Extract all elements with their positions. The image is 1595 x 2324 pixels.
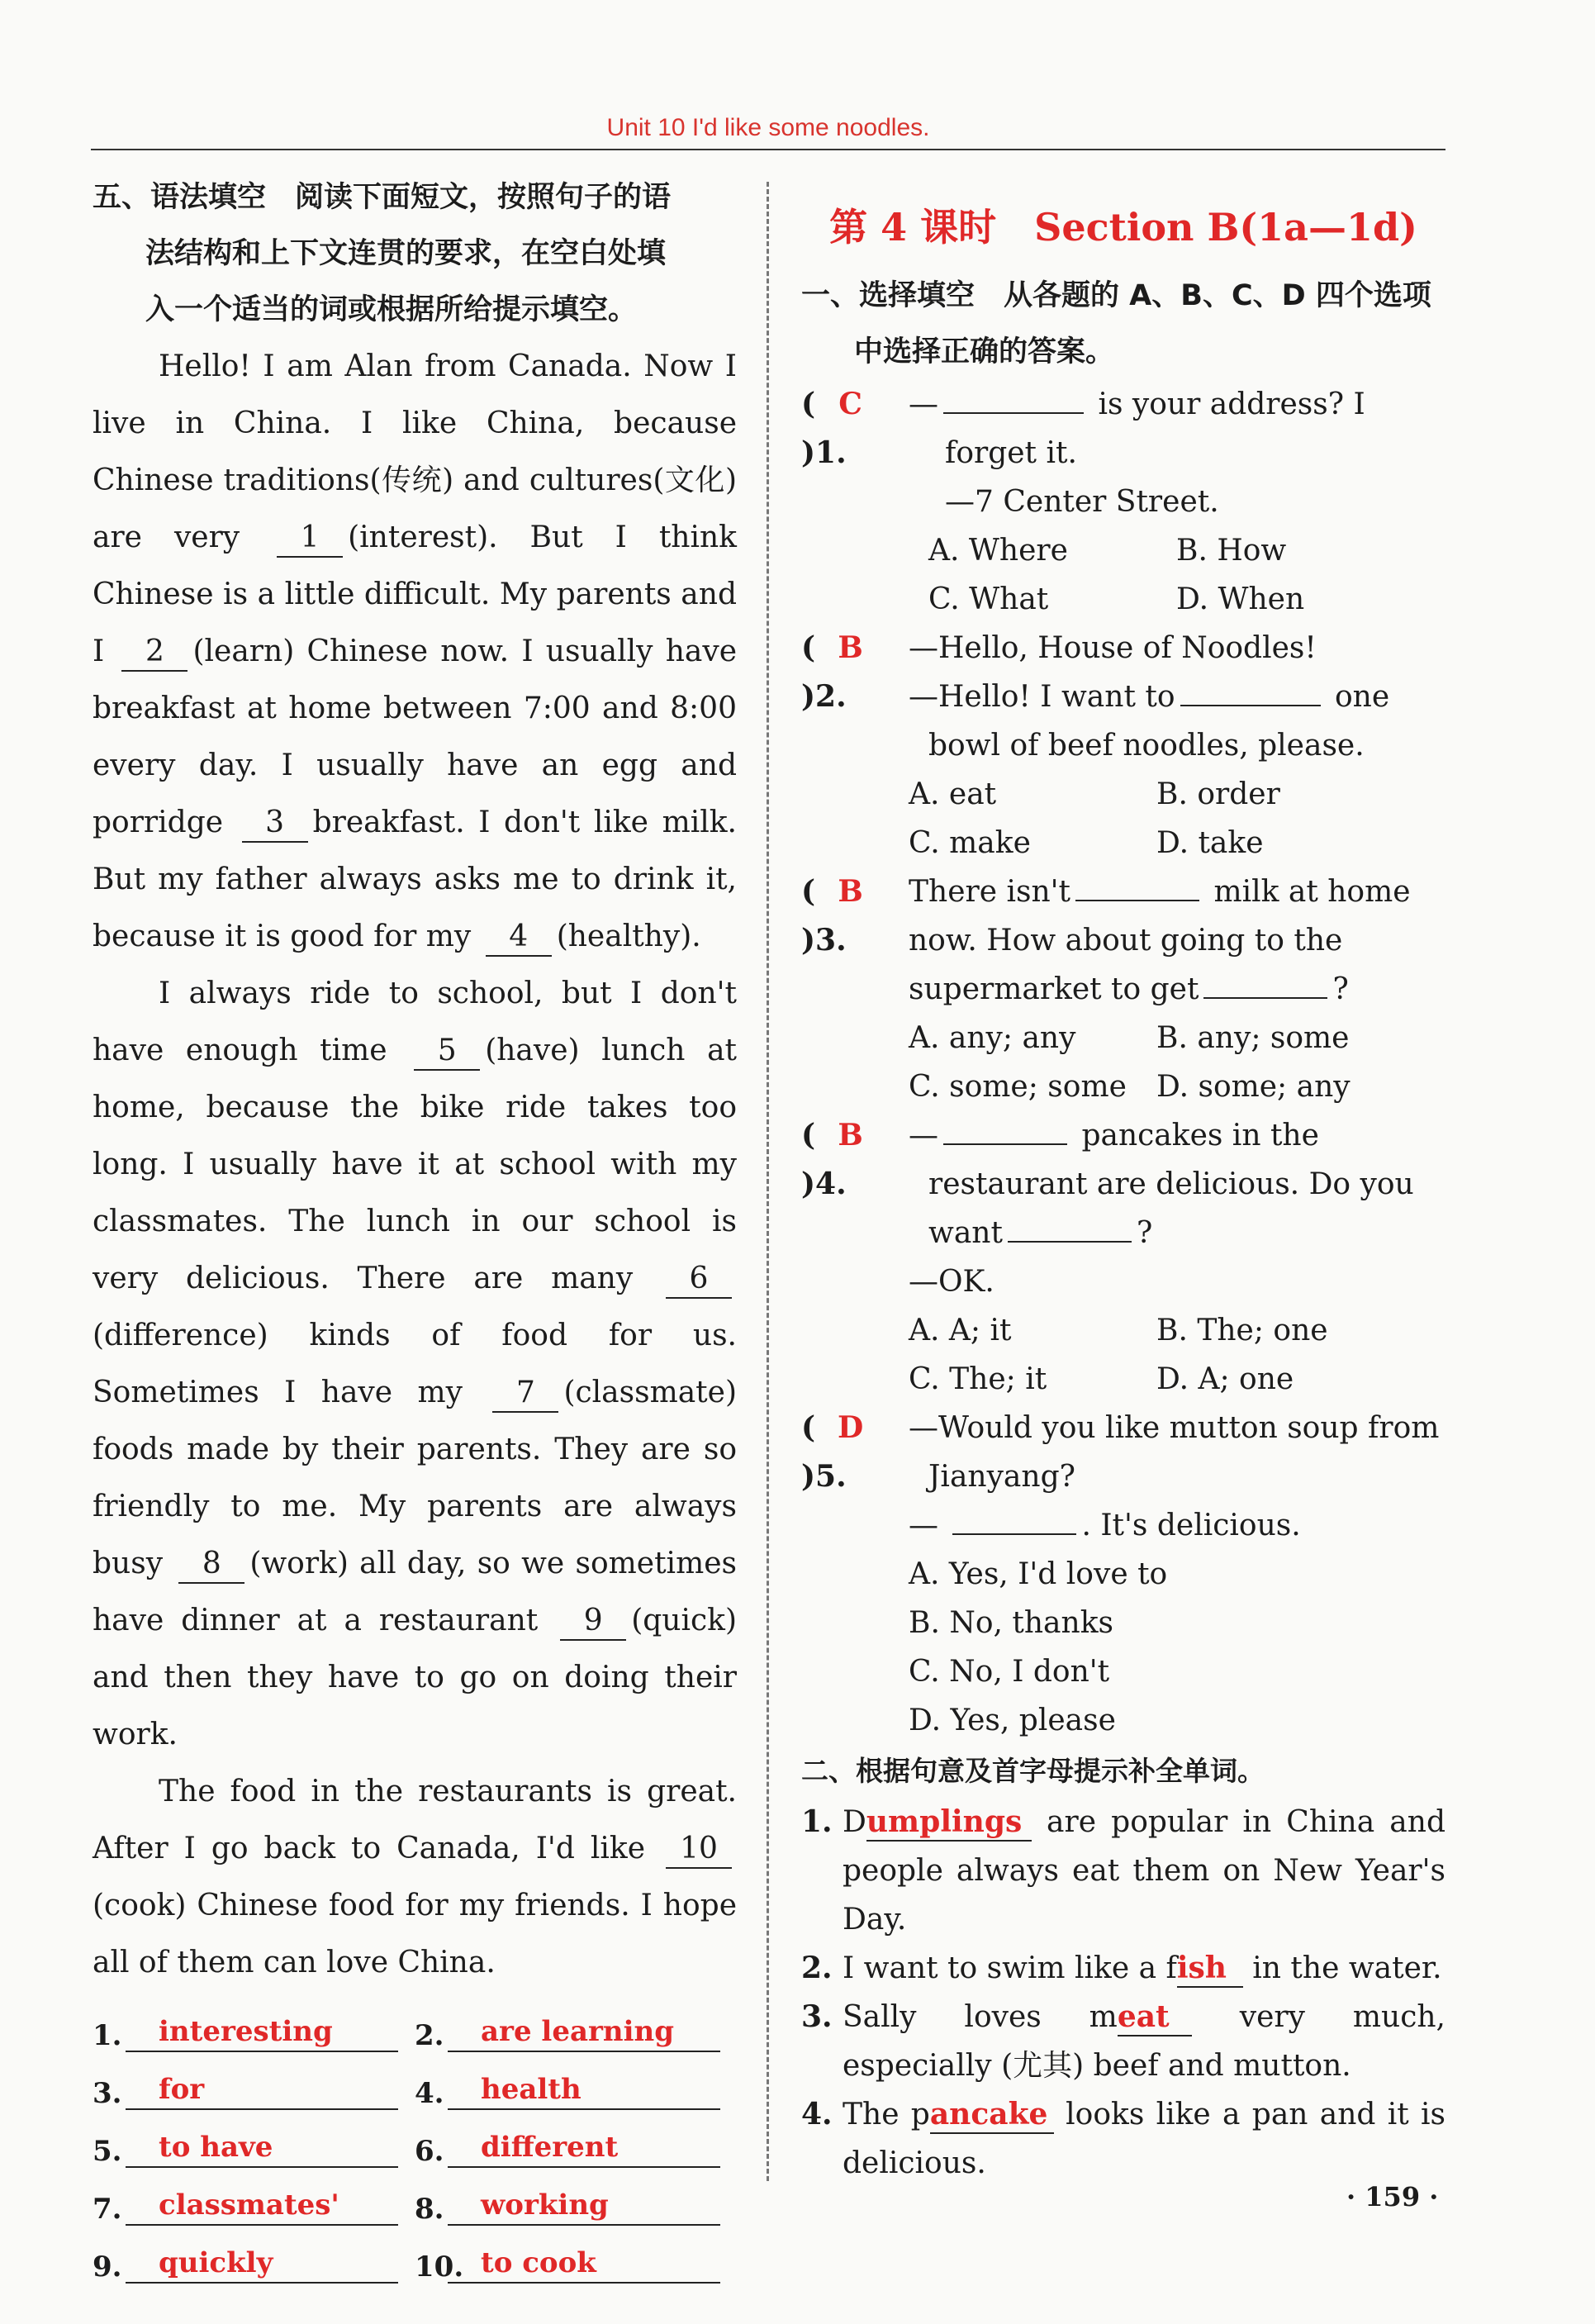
option-b[interactable]: B. How — [1176, 534, 1287, 568]
blank-6[interactable]: 6 — [666, 1261, 732, 1299]
right-column — [801, 190, 1445, 2188]
question-4: ( B)4. — pancakes in the restaurant are delicious. Do you want ? —OK. A. A; it B. The; one C. The; it D. A; one — [801, 1111, 1445, 1404]
blank-9[interactable]: 9 — [560, 1603, 626, 1641]
fill-item-3: 3. Sally loves meat very much, especially (尤其) beef and mutton. — [801, 1999, 1445, 2083]
q5-blank[interactable] — [952, 1533, 1076, 1535]
page-number: · 159 · — [1346, 2181, 1439, 2212]
running-header: Unit 10 I'd like some noodles. — [606, 114, 930, 141]
answer-3[interactable]: for — [126, 2070, 398, 2110]
answer-7[interactable]: classmates' — [126, 2186, 398, 2226]
fill-section-title: 二、根据句意及首字母提示补全单词。 — [801, 1755, 1265, 1787]
q2-blank[interactable] — [1180, 705, 1321, 706]
answer-choice[interactable]: B — [838, 874, 863, 909]
blank-2[interactable]: 2 — [121, 634, 188, 672]
passage-paragraph-1: Hello! I am Alan from Canada. Now I live in China. I like China, because Chinese traditions(传统) and cultures(文化) are very 1 (interest). But I think Chinese is a little difficult. My parents and I 2 (learn) Chinese now. I usually have breakfast at home between 7:00 and 8:00 every day. I usually have an egg and porridge 3 breakfast. I don't like milk. But my father always asks me to drink it, because it is good for my 4 (healthy). — [93, 338, 737, 965]
option-c[interactable]: C. What — [928, 582, 1049, 616]
answer-grid: 1. interesting 2. are learning 3. for 4. health 5. to have 6. different 7. classmates' 8. working 9. quickly 10. to cook — [93, 1994, 737, 2284]
option-c[interactable]: C. No, I don't — [909, 1655, 1110, 1689]
answer-5[interactable]: to have — [126, 2128, 398, 2168]
q4-blank-1[interactable] — [943, 1143, 1067, 1145]
option-b[interactable]: B. order — [1156, 777, 1280, 811]
question-5: ( D)5. —Would you like mutton soup from Jianyang? — . It's delicious. A. Yes, I'd love to B. No, thanks C. No, I don't D. Yes, please — [801, 1404, 1445, 1745]
passage-paragraph-3: The food in the restaurants is great. After I go back to Canada, I'd like 10(cook) Chinese food for my friends. I hope all of them can love China. — [93, 1775, 737, 1979]
option-a[interactable]: A. Where — [928, 534, 1068, 568]
fill-item-4: 4. The pancake looks like a pan and it is delicious. — [801, 2097, 1445, 2180]
option-a[interactable]: A. eat — [909, 777, 997, 811]
answer-6[interactable]: different — [448, 2128, 720, 2168]
q3-blank-1[interactable] — [1075, 900, 1199, 901]
option-c[interactable]: C. The; it — [909, 1362, 1047, 1396]
option-d[interactable]: D. Yes, please — [909, 1704, 1116, 1737]
answer-2[interactable]: are learning — [448, 2013, 720, 2052]
answer-choice[interactable]: B — [838, 630, 863, 665]
answer-choice[interactable]: B — [838, 1118, 863, 1152]
option-a[interactable]: A. Yes, I'd love to — [909, 1557, 1168, 1591]
fill-answer-2[interactable]: ish — [1177, 1950, 1243, 1988]
answer-4[interactable]: health — [448, 2070, 720, 2110]
section-5-title: 五、语法填空 阅读下面短文，按照句子的语 法结构和上下文连贯的要求，在空白处填 入一个适当的词或根据所给提示填空。 — [93, 181, 672, 326]
option-d[interactable]: D. A; one — [1156, 1362, 1294, 1396]
fill-item-2: 2. I want to swim like a fish in the water. — [801, 1944, 1445, 1993]
lesson-title: 第 4 课时 Section B(1a—1d) — [829, 205, 1417, 250]
answer-choice[interactable]: C — [838, 387, 862, 421]
q4-blank-2[interactable] — [1008, 1241, 1132, 1243]
fill-answer-3[interactable]: eat — [1118, 1998, 1192, 2036]
question-1: ( C)1. — is your address? I forget it. —7 Center Street. A. Where B. How C. What D. When — [801, 380, 1445, 624]
passage-paragraph-2: I always ride to school, but I don't have enough time 5 (have) lunch at home, because the bike ride takes too long. I usually have it at school with my classmates. The lunch in our school is very delicious. There are many 6(difference) kinds of food for us. Sometimes I have my 7 (classmate) foods made by their parents. They are so friendly to me. My parents are always busy 8 (work) all day, so we sometimes have dinner at a restaurant 9 (quick) and then they have to go on doing their work. — [93, 977, 738, 1751]
column-divider — [767, 182, 769, 2181]
option-b[interactable]: B. The; one — [1156, 1314, 1328, 1347]
option-c[interactable]: C. make — [909, 826, 1031, 860]
blank-4[interactable]: 4 — [486, 919, 552, 957]
q3-blank-2[interactable] — [1203, 997, 1327, 999]
blank-7[interactable]: 7 — [492, 1375, 558, 1413]
fill-answer-1[interactable]: umplings — [866, 1804, 1032, 1842]
q1-blank[interactable] — [943, 412, 1084, 414]
fill-answer-4[interactable]: ancake — [930, 2096, 1054, 2134]
blank-5[interactable]: 5 — [414, 1033, 480, 1071]
mc-section-title: 一、选择填空 从各题的 A、B、C、D 四个选项 中选择正确的答案。 — [801, 279, 1431, 368]
answer-8[interactable]: working — [448, 2186, 720, 2226]
option-d[interactable]: D. When — [1176, 582, 1305, 616]
option-b[interactable]: B. any; some — [1156, 1021, 1350, 1055]
answer-choice[interactable]: D — [837, 1410, 864, 1445]
answer-9[interactable]: quickly — [126, 2244, 398, 2284]
question-3: ( B)3. There isn't milk at home now. How about going to the supermarket to get ? A. any; any B. any; some C. some; some D. some; any — [801, 867, 1445, 1111]
header-rule — [91, 149, 1445, 150]
option-c[interactable]: C. some; some — [909, 1070, 1127, 1104]
option-b[interactable]: B. No, thanks — [909, 1606, 1113, 1640]
left-column — [93, 169, 737, 2284]
answer-1[interactable]: interesting — [126, 2013, 398, 2052]
blank-1[interactable]: 1 — [277, 520, 343, 558]
answer-10[interactable]: to cook — [448, 2244, 720, 2284]
blank-8[interactable]: 8 — [178, 1546, 244, 1584]
option-a[interactable]: A. A; it — [909, 1314, 1012, 1347]
option-a[interactable]: A. any; any — [909, 1021, 1076, 1055]
option-d[interactable]: D. take — [1156, 826, 1264, 860]
blank-10[interactable]: 10 — [666, 1831, 732, 1869]
question-2: ( B)2. —Hello, House of Noodles! —Hello! I want to one bowl of beef noodles, please. A. eat B. order C. make D. take — [801, 624, 1445, 867]
fill-item-1: 1. Dumplings are popular in China and people always eat them on New Year's Day. — [801, 1804, 1446, 1937]
option-d[interactable]: D. some; any — [1156, 1070, 1351, 1104]
blank-3[interactable]: 3 — [242, 805, 308, 843]
